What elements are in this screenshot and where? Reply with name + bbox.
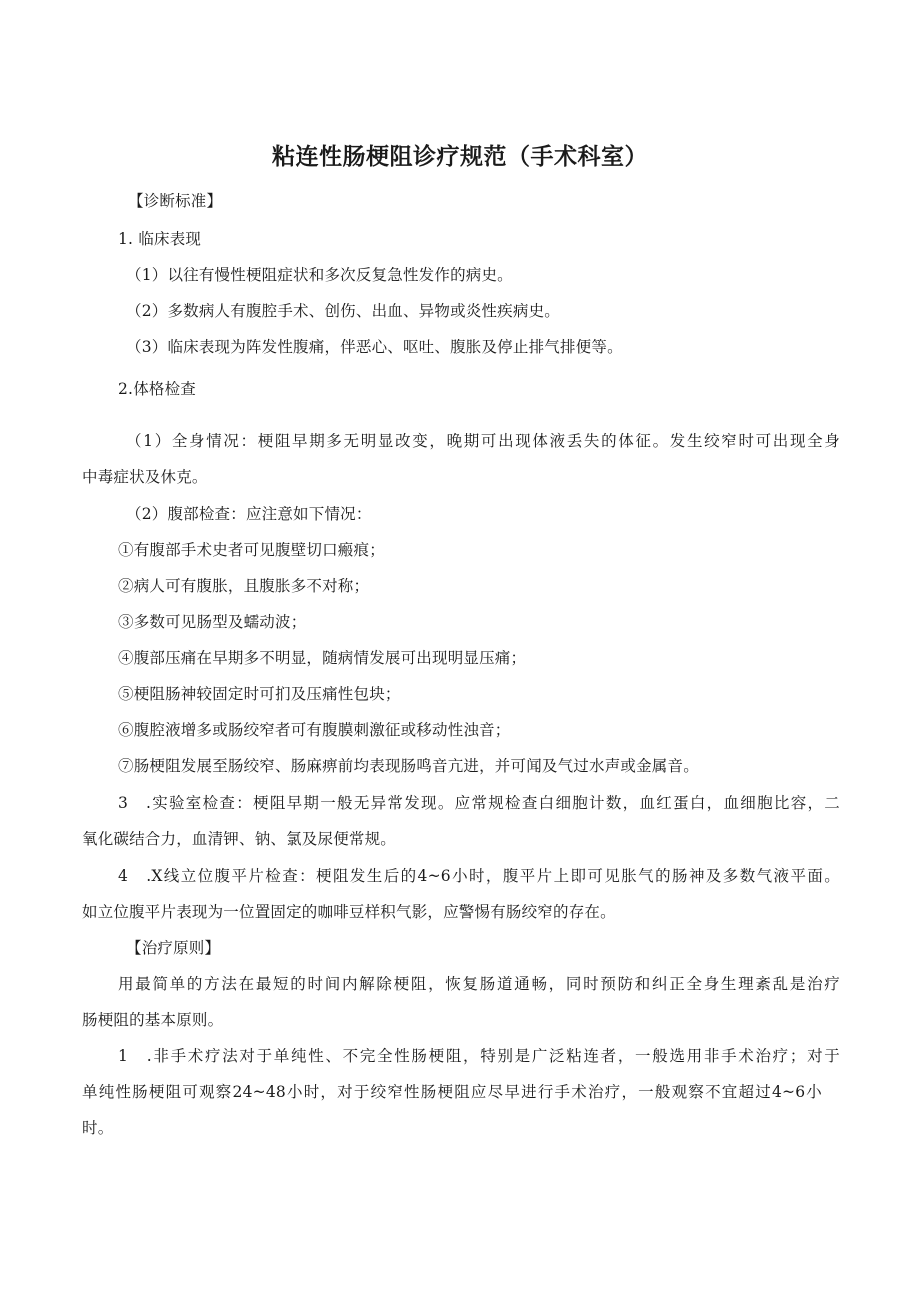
- abdominal-heading: （2）腹部检查：应注意如下情况：: [126, 505, 372, 523]
- abdominal-item: ⑤梗阻肠神较固定时可扪及压痛性包块；: [118, 685, 401, 703]
- abdominal-item: ⑦肠梗阻发展至肠绞窄、肠麻痹前均表现肠鸣音亢进，并可闻及气过水声或金属音。: [118, 757, 699, 775]
- abdominal-item: ⑥腹腔液增多或肠绞窄者可有腹膜刺激征或移动性浊音；: [118, 721, 511, 739]
- abdominal-item: ③多数可见肠型及蠕动波；: [118, 613, 307, 631]
- physical-heading: 2.体格检查: [118, 380, 196, 398]
- general-condition-line: （1）全身情况：梗阻早期多无明显改变，晚期可出现体液丢失的体征。发生绞窄时可出现全身: [126, 432, 840, 450]
- nonsurgical-line: 单纯性肠梗阻可观察24~48小时，对于绞窄性肠梗阻应尽早进行手术治疗，一般观察不宜超过4~6小: [82, 1083, 822, 1101]
- document-title: 粘连性肠梗阻诊疗规范（手术科室）: [272, 144, 648, 170]
- abdominal-item: ①有腹部手术史者可见腹壁切口瘢痕；: [118, 541, 385, 559]
- diagnosis-heading: 【诊断标准】: [128, 192, 223, 210]
- xray-exam-line: 4 .X线立位腹平片检查：梗阻发生后的4~6小时，腹平片上即可见胀气的肠神及多数气液平面。: [118, 867, 840, 885]
- general-condition-line: 中毒症状及休克。: [82, 468, 208, 486]
- xray-exam-line: 如立位腹平片表现为一位置固定的咖啡豆样积气影，应警惕有肠绞窄的存在。: [82, 903, 616, 921]
- abdominal-item: ④腹部压痛在早期多不明显，随病情发展可出现明显压痛；: [118, 649, 527, 667]
- clinical-item: （1）以往有慢性梗阻症状和多次反复急性发作的病史。: [126, 266, 513, 284]
- clinical-item: （3）临床表现为阵发性腹痛，伴恶心、呕吐、腹胀及停止排气排便等。: [126, 338, 623, 356]
- nonsurgical-line: 1 .非手术疗法对于单纯性、不完全性肠梗阻，特别是广泛粘连者，一般选用非手术治疗；对于: [118, 1047, 840, 1065]
- clinical-item: （2）多数病人有腹腔手术、创伤、出血、异物或炎性疾病史。: [126, 302, 560, 320]
- lab-exam-line: 氧化碳结合力，血清钾、钠、氯及尿便常规。: [82, 830, 397, 848]
- nonsurgical-line: 时。: [82, 1119, 114, 1137]
- abdominal-item: ②病人可有腹胀，且腹胀多不对称；: [118, 577, 370, 595]
- lab-exam-line: 3 .实验室检查：梗阻早期一般无异常发现。应常规检查白细胞计数，血红蛋白，血细胞比容，二: [118, 794, 840, 812]
- treatment-principle-line: 肠梗阻的基本原则。: [82, 1011, 224, 1029]
- treatment-principle-line: 用最简单的方法在最短的时间内解除梗阻，恢复肠道通畅，同时预防和纠正全身生理紊乱是治疗: [118, 975, 840, 993]
- clinical-heading: 1. 临床表现: [118, 230, 202, 248]
- treatment-heading: 【治疗原则】: [126, 939, 221, 957]
